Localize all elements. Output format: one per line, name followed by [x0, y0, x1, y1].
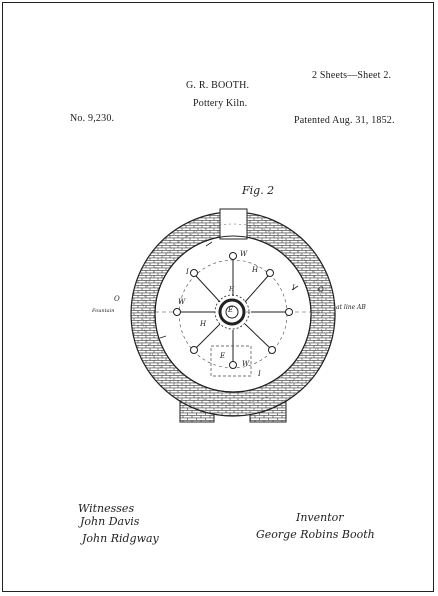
ref-letter-i-right: I: [292, 284, 295, 292]
ref-letter-h-top: H: [252, 266, 259, 274]
wall-opening: [220, 209, 247, 239]
inventor-label: Inventor: [296, 511, 344, 524]
witnesses-label: Witnesses: [78, 502, 135, 515]
sheet-number: 2 Sheets—Sheet 2.: [312, 70, 392, 81]
patent-number: No. 9,230.: [70, 113, 115, 124]
ref-letter-w-top: W: [240, 250, 248, 258]
left-o-label: O: [114, 295, 120, 303]
ref-letter-i-left: I: [186, 268, 189, 276]
ref-letter-h-left: H: [200, 320, 207, 328]
ref-letter-w-bottom: W: [242, 360, 250, 368]
figure-label: Fig. 2: [242, 184, 275, 197]
ref-letter-e-center: E: [228, 306, 234, 314]
patent-title: Pottery Kiln.: [193, 98, 248, 109]
left-margin-note: Fountain: [92, 308, 115, 314]
ref-letter-h-center: H: [229, 286, 235, 293]
inventor-name: G. R. BOOTH.: [186, 80, 250, 91]
witness-signature-2: John Ridgway: [82, 532, 159, 545]
right-o-label: O: [318, 286, 324, 294]
ref-letter-w-left: W: [178, 298, 186, 306]
patented-date: Patented Aug. 31, 1852.: [294, 115, 395, 126]
witness-signature-1: John Davis: [80, 515, 140, 528]
ref-letter-e-lower: E: [220, 352, 226, 360]
inventor-signature: George Robins Booth: [256, 528, 375, 541]
ref-letter-i-bottom: I: [258, 370, 261, 378]
right-margin-note: at line AB: [336, 304, 366, 311]
